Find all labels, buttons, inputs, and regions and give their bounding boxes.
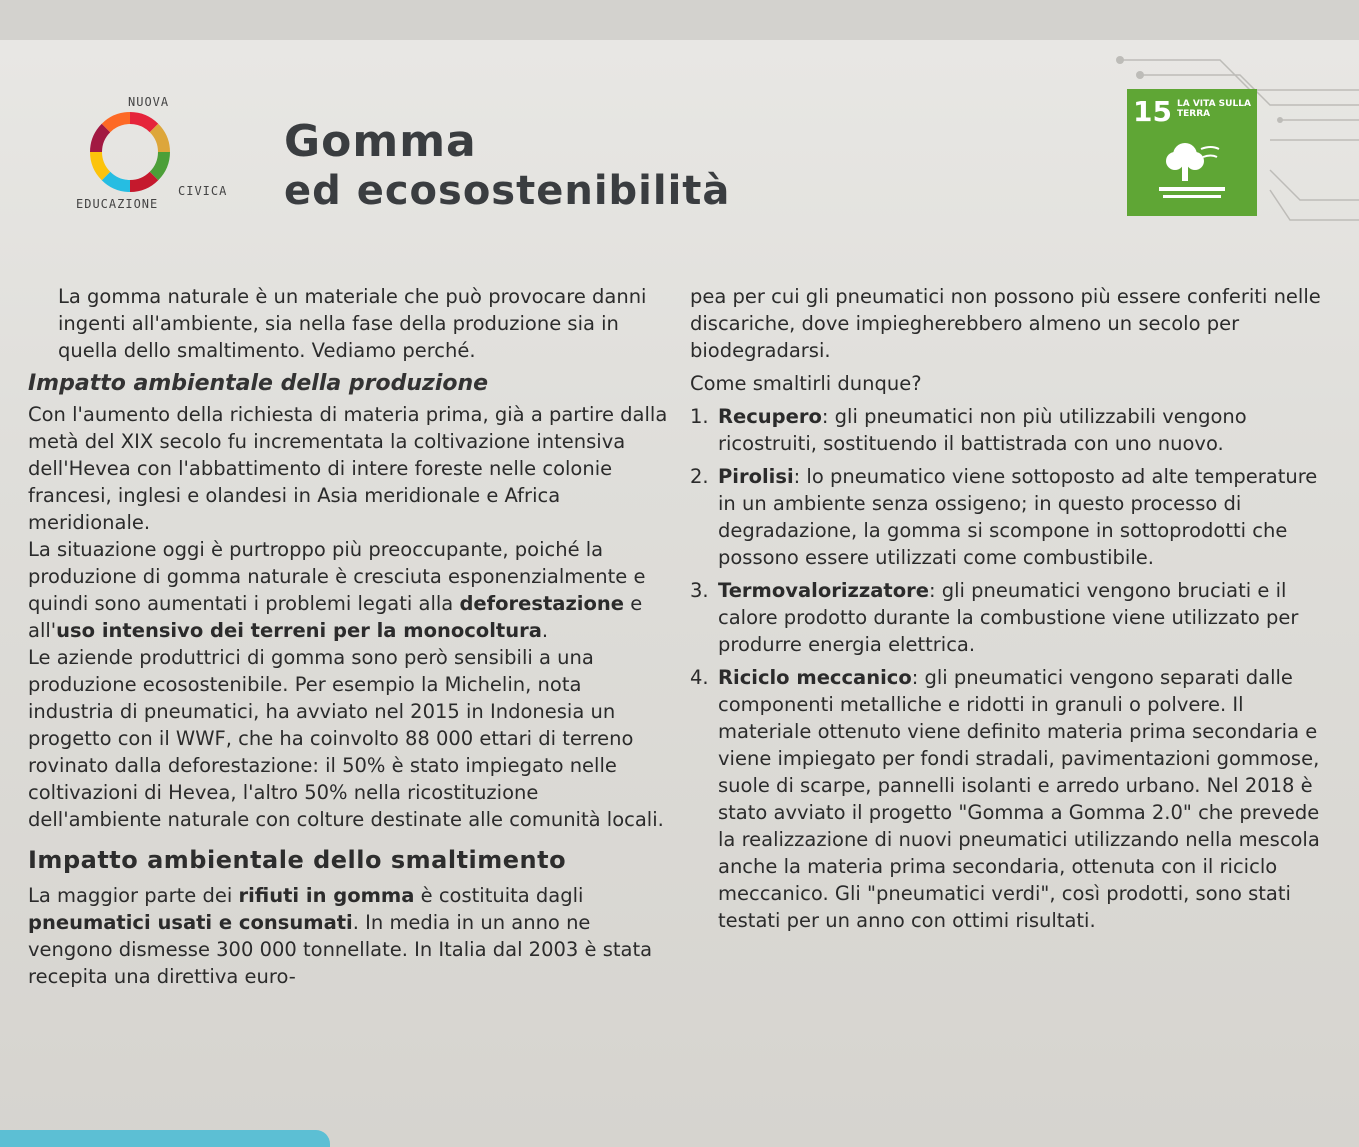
logo-right-text: CIVICA [178, 184, 228, 198]
paragraph-michelin-example: Le aziende produttrici di gomma sono però sensibili a una produzione ecosostenibile. Per esempio la Michelin, nota industria di pneumatici, ha avviato nel 2015 in Indonesia un progetto con il WWF, che ha coinvolto 88 000 ettari di terreno rovinato dalla deforestazione: il 50% è stato impiegato nelle coltivazioni di Hevea, l'altro 50% nella ricostituzione dell'ambiente naturale con colture destinate alle comunità locali. [28, 646, 664, 831]
list-item-recupero: 1. Recupero: gli pneumatici non più utilizzabili vengono ricostruiti, sostituendo il battistrada con uno nuovo. [690, 405, 1247, 455]
left-column [28, 283, 673, 990]
intro-paragraph: La gomma naturale è un materiale che può provocare danni ingenti all'ambiente, sia nella fase della produzione sia in quella dello smaltimento. Vediamo perché. [58, 285, 647, 362]
list-item-riciclo-meccanico: 4. Riciclo meccanico: gli pneumatici vengono separati dalle componenti metalliche e ridotti in granuli o polvere. Il materiale ottenuto viene definito materia prima secondaria e viene impiegato per fondi stradali, pavimentazioni gommose, suole di scarpe, pannelli isolanti e arredo urbano. Nel 2018 è stato avviato il progetto "Gomma a Gomma 2.0" che prevede la realizzazione di nuovi pneumatici utilizzando nella mescola anche la materia prima secondaria, ottenuta con il riciclo meccanico. Gli "pneumatici verdi", così prodotti, sono stati testati per un anno con ottimi risultati. [690, 666, 1320, 932]
page-subtitle: ed ecosostenibilità [284, 168, 731, 214]
tree-icon [1157, 135, 1227, 205]
page-title: Gomma [284, 116, 477, 167]
paragraph-production-history: Con l'aumento della richiesta di materia prima, già a partire dalla metà del XIX secolo fu incrementata la coltivazione intensiva dell'Hevea con l'abbattimento di intere foreste nelle colonie francesi, inglesi e olandesi in Asia meridionale e Africa meridionale. [28, 403, 668, 534]
heading-disposal-impact: Impatto ambientale dello smaltimento [28, 846, 567, 874]
paragraph-current-situation: La situazione oggi è purtroppo più preoccupante, poiché la produzione di gomma naturale è cresciuta esponenzialmente e quindi sono aumentati i problemi legati alla deforestazione e all'uso intensivo dei terreni per la monocoltura. [28, 538, 646, 642]
logo-left-text: EDUCAZIONE [76, 197, 159, 211]
sdg-label: LA VITA SULLA TERRA [1177, 99, 1251, 119]
paragraph-continuation: pea per cui gli pneumatici non possono più essere conferiti nelle discariche, dove impiegherebbero almeno un secolo per biodegradarsi. [690, 285, 1321, 362]
logo-top-text: NUOVA [128, 95, 170, 109]
educazione-civica-logo [70, 90, 228, 220]
list-item-termovalorizzatore: 3. Termovalorizzatore: gli pneumatici vengono bruciati e il calore prodotto durante la combustione viene utilizzato per produrre energia elettrica. [690, 579, 1299, 656]
top-edge [0, 0, 1359, 40]
sdg-number: 15 [1133, 95, 1172, 128]
bottom-section-tab [0, 1130, 330, 1147]
paragraph-waste-tyres: La maggior parte dei rifiuti in gomma è costituita dagli pneumatici usati e consumati. In media in un anno ne vengono dismesse 300 000 tonnellate. In Italia dal 2003 è stata recepita una direttiva euro- [28, 884, 653, 988]
sdg-badge [1127, 89, 1257, 216]
list-item-pirolisi: 2. Pirolisi: lo pneumatico viene sottoposto ad alte temperature in un ambiente senza ossigeno; in questo processo di degradazione, la gomma si scompone in sottoprodotti che possono essere utilizzati come combustibile. [690, 465, 1318, 569]
question-disposal: Come smaltirli dunque? [690, 372, 922, 395]
right-column [690, 283, 1335, 934]
heading-production-impact: Impatto ambientale della produzione [28, 371, 489, 396]
